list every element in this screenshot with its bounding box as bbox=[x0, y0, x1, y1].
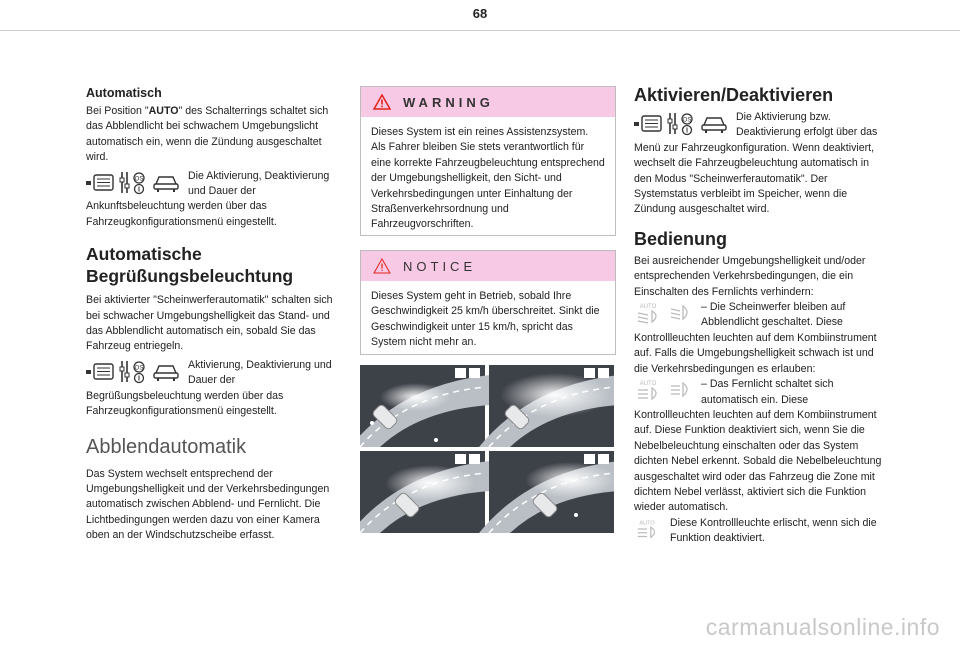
icon-group bbox=[634, 300, 693, 324]
icon-group bbox=[86, 169, 180, 195]
icon-group bbox=[86, 358, 180, 384]
vehicle-settings-icon bbox=[119, 360, 147, 384]
warning-header bbox=[361, 87, 615, 117]
heading-abblendautomatik: Abblendautomatik bbox=[86, 435, 247, 458]
scene-top-right bbox=[479, 365, 614, 447]
welcome-icon-text: Aktivierung, Deaktivierung und Dauer der bbox=[188, 358, 332, 387]
paragraph-bedienung: Bei ausreichender Umgebungshelligkeit und/oder entsprechenden Verkehrsbedingungen, die ein Einschalten des Fernlichts verhindern: bbox=[634, 254, 866, 298]
column-right bbox=[634, 84, 888, 547]
warning-title: WARNING bbox=[403, 94, 494, 110]
paragraph-automatisch bbox=[86, 104, 336, 166]
high-beam-icon bbox=[669, 380, 693, 400]
heading-welcome-line1: Automatische bbox=[86, 244, 202, 265]
notice-text: Dieses System geht in Betrieb, sobald Ihre Geschwindigkeit 25 km/h überschreitet. Sinkt die Geschwindigkeit unter 15 km/h, spricht das System nicht mehr an. bbox=[371, 290, 600, 349]
auto-label: AUTO bbox=[639, 381, 657, 388]
screen-menu-icon bbox=[634, 115, 662, 133]
icon-row-last bbox=[634, 516, 888, 547]
icon-group bbox=[634, 377, 693, 401]
notice-body bbox=[361, 281, 615, 357]
last-icon-text: Diese Kontrollleuchte erlischt, wenn sich die Funktion deaktiviert. bbox=[670, 516, 877, 545]
bullet-high-beam bbox=[634, 377, 888, 408]
car-settings-icon bbox=[152, 173, 180, 193]
auto-label: AUTO bbox=[639, 520, 655, 527]
notice-header bbox=[361, 251, 615, 281]
notice-box bbox=[360, 250, 616, 355]
auto-beam-indicator-icon bbox=[634, 518, 662, 540]
notice-title: NOTICE bbox=[403, 258, 477, 274]
car-settings-icon bbox=[152, 362, 180, 382]
dash: – bbox=[701, 378, 707, 391]
svg-text:OS: OS bbox=[682, 117, 692, 124]
icon-group bbox=[634, 516, 662, 540]
road-scenes-image bbox=[360, 365, 614, 533]
notice-triangle-icon bbox=[373, 258, 391, 274]
scene-bottom-left bbox=[360, 451, 490, 533]
heading-bedienung: Bedienung bbox=[634, 228, 727, 249]
dash: – bbox=[701, 301, 707, 314]
paragraph-welcome: Bei aktivierter "Scheinwerferautomatik" schalten sich bei schwacher Umgebungshelligkeit das Stand- und das Abblendlicht automatisch ein, sobald Sie das Fahrzeug entriegeln. bbox=[86, 294, 333, 353]
screen-menu-icon bbox=[86, 363, 114, 381]
text-part: " des Schalterrings schaltet sich das Abblendlicht bei schwachem Umgebungslicht automatisch ein, wenn die Zündung ausgeschaltet wird. bbox=[86, 105, 329, 164]
warning-text: Dieses System ist ein reines Assistenzsystem. Als Fahrer bleiben Sie stets verantwortlich für eine korrekte Fahrzeugbeleuchtung entsprechend der Umgebungshelligkeit, den Sicht- und Verkehrsbedingungen unter Einhaltung der Straßenverkehrsordnung und Fahrzeugvorschriften. bbox=[371, 126, 605, 231]
bullet-low-beam bbox=[634, 300, 888, 331]
auto-low-beam-icon bbox=[634, 302, 664, 324]
arrival-icon-text: Die Aktivierung, Deaktivierung und Dauer der bbox=[188, 169, 330, 198]
heading-welcome-line2: Begrüßungsbeleuchtung bbox=[86, 266, 294, 287]
text-part: Bei Position " bbox=[86, 105, 149, 117]
warning-body bbox=[361, 117, 615, 239]
activate-text: Menü zur Fahrzeugkonfiguration. Wenn deaktiviert, wechselt die Fahrzeugbeleuchtung automatisch in den Modus "Scheinwerferautomatik". Der Systemstatus verbleibt im Speicher, wenn die Zündung ausgeschaltet wird. bbox=[634, 141, 875, 216]
auto-high-beam-icon bbox=[634, 379, 664, 401]
icon-group bbox=[634, 110, 728, 136]
arrival-text: Ankunftsbeleuchtung werden über das Fahrzeugkonfigurationsmenü eingestellt. bbox=[86, 200, 277, 228]
page-number: 68 bbox=[472, 6, 488, 21]
warning-box bbox=[360, 86, 616, 236]
heading-automatisch: Automatisch bbox=[86, 86, 162, 100]
after-bullet1-text: Kontrollleuchten leuchten auf dem Kombiinstrument auf. Falls die Umgebungshelligkeit schwach ist und die Verkehrsbedingungen es erlauben: bbox=[634, 331, 877, 375]
activate-icon-text: Die Aktivierung bzw. Deaktivierung erfolgt über das bbox=[736, 111, 878, 139]
svg-text:OS: OS bbox=[134, 176, 144, 183]
watermark: carmanualsonline.info bbox=[705, 614, 940, 640]
bullet2-body: Das Fernlicht schaltet sich automatisch ein. Diese bbox=[701, 378, 834, 406]
bullet1-text bbox=[701, 300, 888, 331]
vehicle-settings-icon bbox=[119, 171, 147, 195]
bullet1-body: Die Scheinwerfer bleiben auf Abblendlicht geschaltet. Diese bbox=[701, 301, 846, 329]
bullet2-text bbox=[701, 377, 888, 408]
scene-bottom-right bbox=[479, 451, 614, 533]
scene-top-left bbox=[360, 365, 490, 447]
icon-row-arrival bbox=[86, 169, 336, 200]
icon-row-activate bbox=[634, 110, 888, 141]
low-beam-icon bbox=[669, 303, 693, 323]
paragraph-abblendautomatik: Das System wechselt entsprechend der Umgebungshelligkeit und der Verkehrsbedingungen automatisch zwischen Abblend- und Fernlicht. Die Lichtbedingungen werden dazu von einer Kamera oben an der Windschutzscheibe erfasst. bbox=[86, 467, 330, 542]
auto-bold: AUTO bbox=[148, 105, 179, 117]
car-settings-icon bbox=[700, 114, 728, 134]
icon-row-welcome bbox=[86, 358, 336, 389]
column-left bbox=[86, 86, 336, 544]
after-bullet2-text: Kontrollleuchten leuchten auf dem Kombiinstrument auf. Diese Funktion deaktiviert sich, wenn Sie die Nebelbeleuchtung einschalten oder das System dichten Nebel erkennt. Sobald die Nebelbeleuchtung ausgeschaltet wird oder das Fahrzeug die Zone mit dichtem Nebel verlässt, aktiviert sich die Funktion wieder automatisch. bbox=[634, 408, 882, 514]
warning-triangle-icon bbox=[373, 94, 391, 110]
heading-activate: Aktivieren/Deaktivieren bbox=[634, 85, 834, 105]
vehicle-settings-icon bbox=[667, 112, 695, 136]
auto-label: AUTO bbox=[639, 304, 657, 311]
header-divider bbox=[0, 30, 960, 31]
screen-menu-icon bbox=[86, 174, 114, 192]
svg-text:OS: OS bbox=[134, 365, 144, 372]
welcome-text: Begrüßungsbeleuchtung werden über das Fahrzeugkonfigurationsmenü eingestellt. bbox=[86, 389, 284, 418]
headlight-illustration bbox=[360, 365, 614, 533]
